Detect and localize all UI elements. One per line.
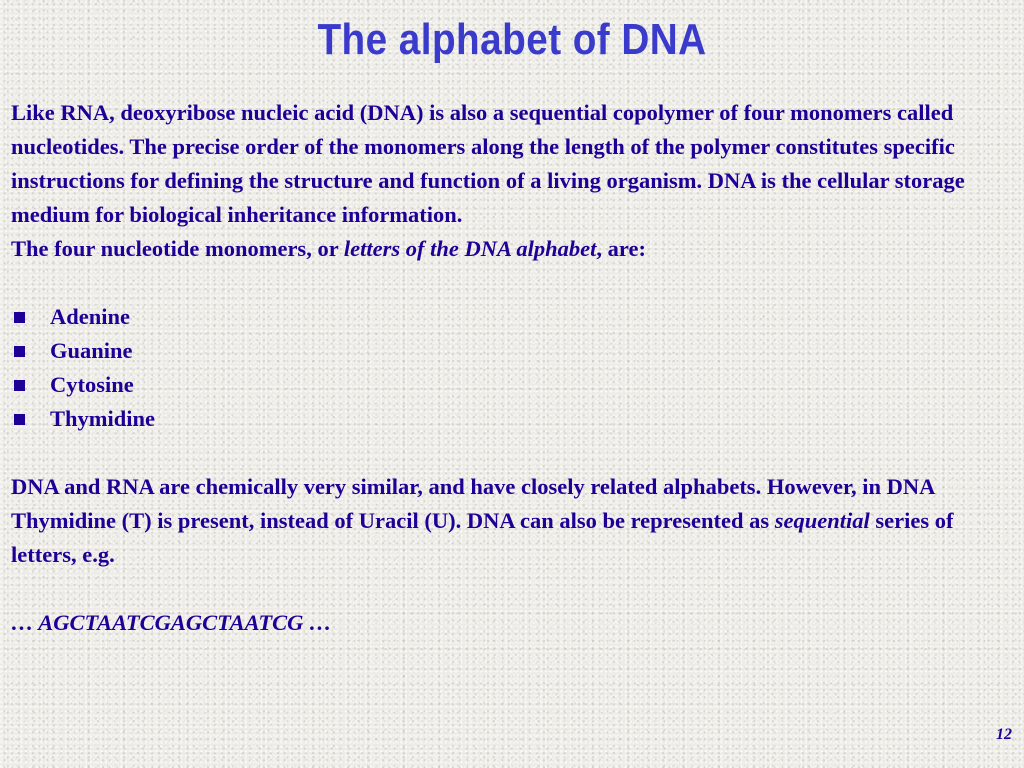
dna-sequence-example: … AGCTAATCGAGCTAATCG … [11, 610, 332, 635]
list-item-label: Adenine [50, 304, 131, 329]
spacer [11, 572, 1015, 606]
comparison-emphasis: sequential [774, 508, 870, 533]
spacer [11, 266, 1015, 300]
slide-body [11, 96, 1015, 640]
list-item-label: Thymidine [50, 406, 156, 431]
nucleotide-list [11, 300, 1015, 436]
list-item [11, 334, 1015, 368]
spacer [11, 436, 1015, 470]
comparison-paragraph [11, 470, 1015, 572]
square-bullet-icon [14, 414, 25, 425]
intro-paragraph: Like RNA, deoxyribose nucleic acid (DNA) is also a sequential copolymer of four monomers called nucleotides. The precise order of the monomers along the length of the polymer constitutes specific instructions for defining the structure and function of a living organism. DNA is the cellular storage medium for biological inheritance information. [11, 100, 965, 227]
list-item [11, 300, 1015, 334]
square-bullet-icon [14, 380, 25, 391]
monomers-line-end: , are: [596, 236, 646, 261]
monomers-line [11, 232, 1015, 266]
list-item-label: Guanine [50, 338, 133, 363]
list-item [11, 368, 1015, 402]
monomers-line-start: The four nucleotide monomers, or [11, 236, 344, 261]
comparison-text-start: DNA and RNA are chemically very similar, and have closely related alphabets. However, in DNA Thymidine (T) is present, instead of Uracil (U). DNA can also be represented as [11, 474, 935, 533]
square-bullet-icon [14, 312, 25, 323]
slide-title: The alphabet of DNA [317, 15, 707, 64]
comparison-text-end: series of letters, e.g. [11, 508, 954, 567]
list-item-label: Cytosine [50, 372, 134, 397]
square-bullet-icon [14, 346, 25, 357]
page-number: 12 [996, 726, 1012, 743]
monomers-line-emphasis: letters of the DNA alphabet [343, 236, 597, 261]
list-item [11, 402, 1015, 436]
